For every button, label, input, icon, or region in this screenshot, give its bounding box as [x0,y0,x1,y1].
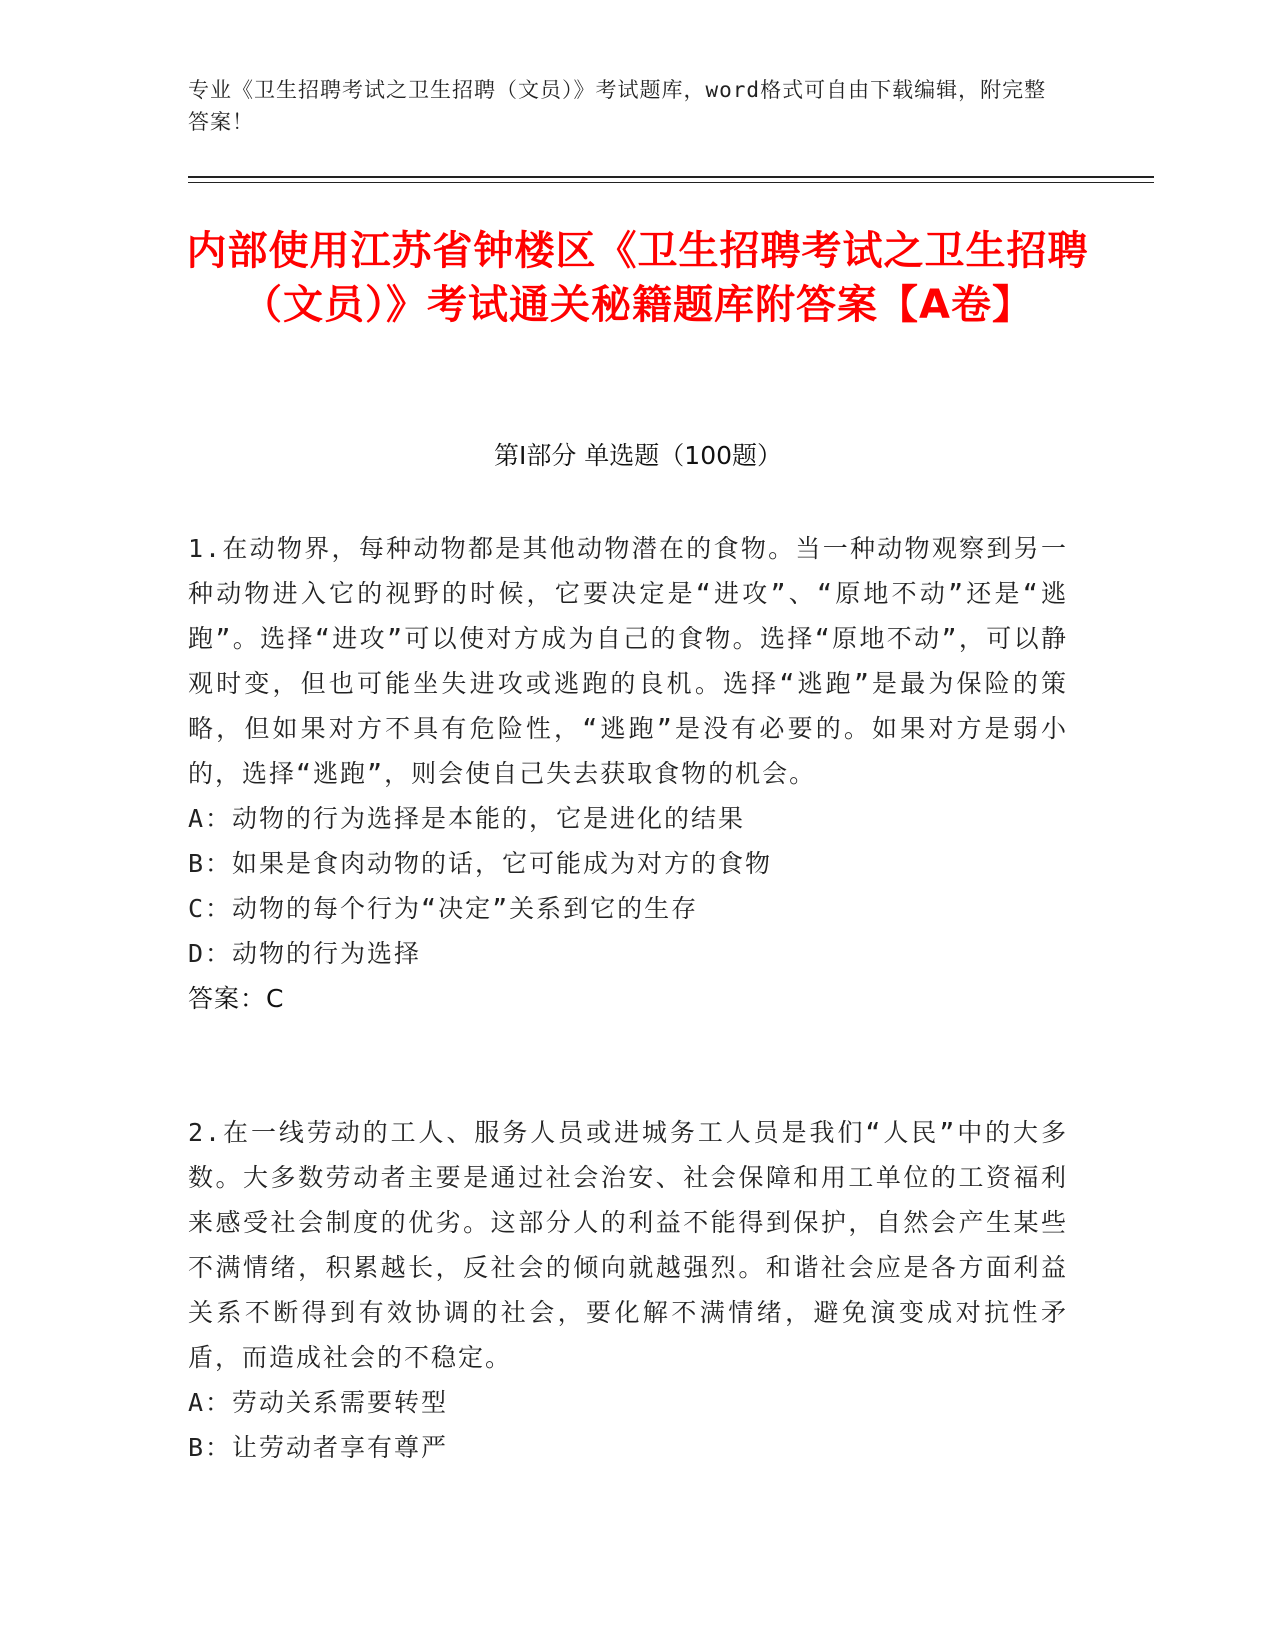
document-title: 内部使用江苏省钟楼区《卫生招聘考试之卫生招聘（文员）》考试通关秘籍题库附答案【A卷】 [186,228,1089,328]
option-a: A：劳动关系需要转型 [188,1388,449,1417]
option-c: C：动物的每个行为“决定”关系到它的生存 [188,894,699,923]
answer: 答案：C [188,984,285,1013]
header-note: 专业《卫生招聘考试之卫生招聘（文员）》考试题库，word格式可自由下载编辑，附完整答案！ [188,78,1047,134]
question-stem: 1.在动物界，每种动物都是其他动物潜在的食物。当一种动物观察到另一种动物进入它的视野的时候，它要决定是“进攻”、“原地不动”还是“逃跑”。选择“进攻”可以使对方成为自己的食物。选择“原地不动”，可以静观时变，但也可能坐失进攻或逃跑的良机。选择“逃跑”是最为保险的策略，但如果对方不具有危险性，“逃跑”是没有必要的。如果对方是弱小的，选择“逃跑”，则会使自己失去获取食物的机会。 [188,534,1068,788]
header-divider [188,176,1154,178]
question-1 [188,526,1068,1021]
question-2 [188,1110,1068,1470]
section-title: 第Ⅰ部分 单选题（100题） [493,441,783,470]
option-d: D：动物的行为选择 [188,939,422,968]
option-b: B：如果是食肉动物的话，它可能成为对方的食物 [188,849,773,878]
header-divider-thin [188,182,1154,183]
option-a: A：动物的行为选择是本能的，它是进化的结果 [188,804,746,833]
question-stem: 2.在一线劳动的工人、服务人员或进城务工人员是我们“人民”中的大多数。大多数劳动者主要是通过社会治安、社会保障和用工单位的工资福利来感受社会制度的优劣。这部分人的利益不能得到保护，自然会产生某些不满情绪，积累越长，反社会的倾向就越强烈。和谐社会应是各方面利益关系不断得到有效协调的社会，要化解不满情绪，避免演变成对抗性矛盾，而造成社会的不稳定。 [188,1118,1068,1372]
option-b: B：让劳动者享有尊严 [188,1433,449,1462]
